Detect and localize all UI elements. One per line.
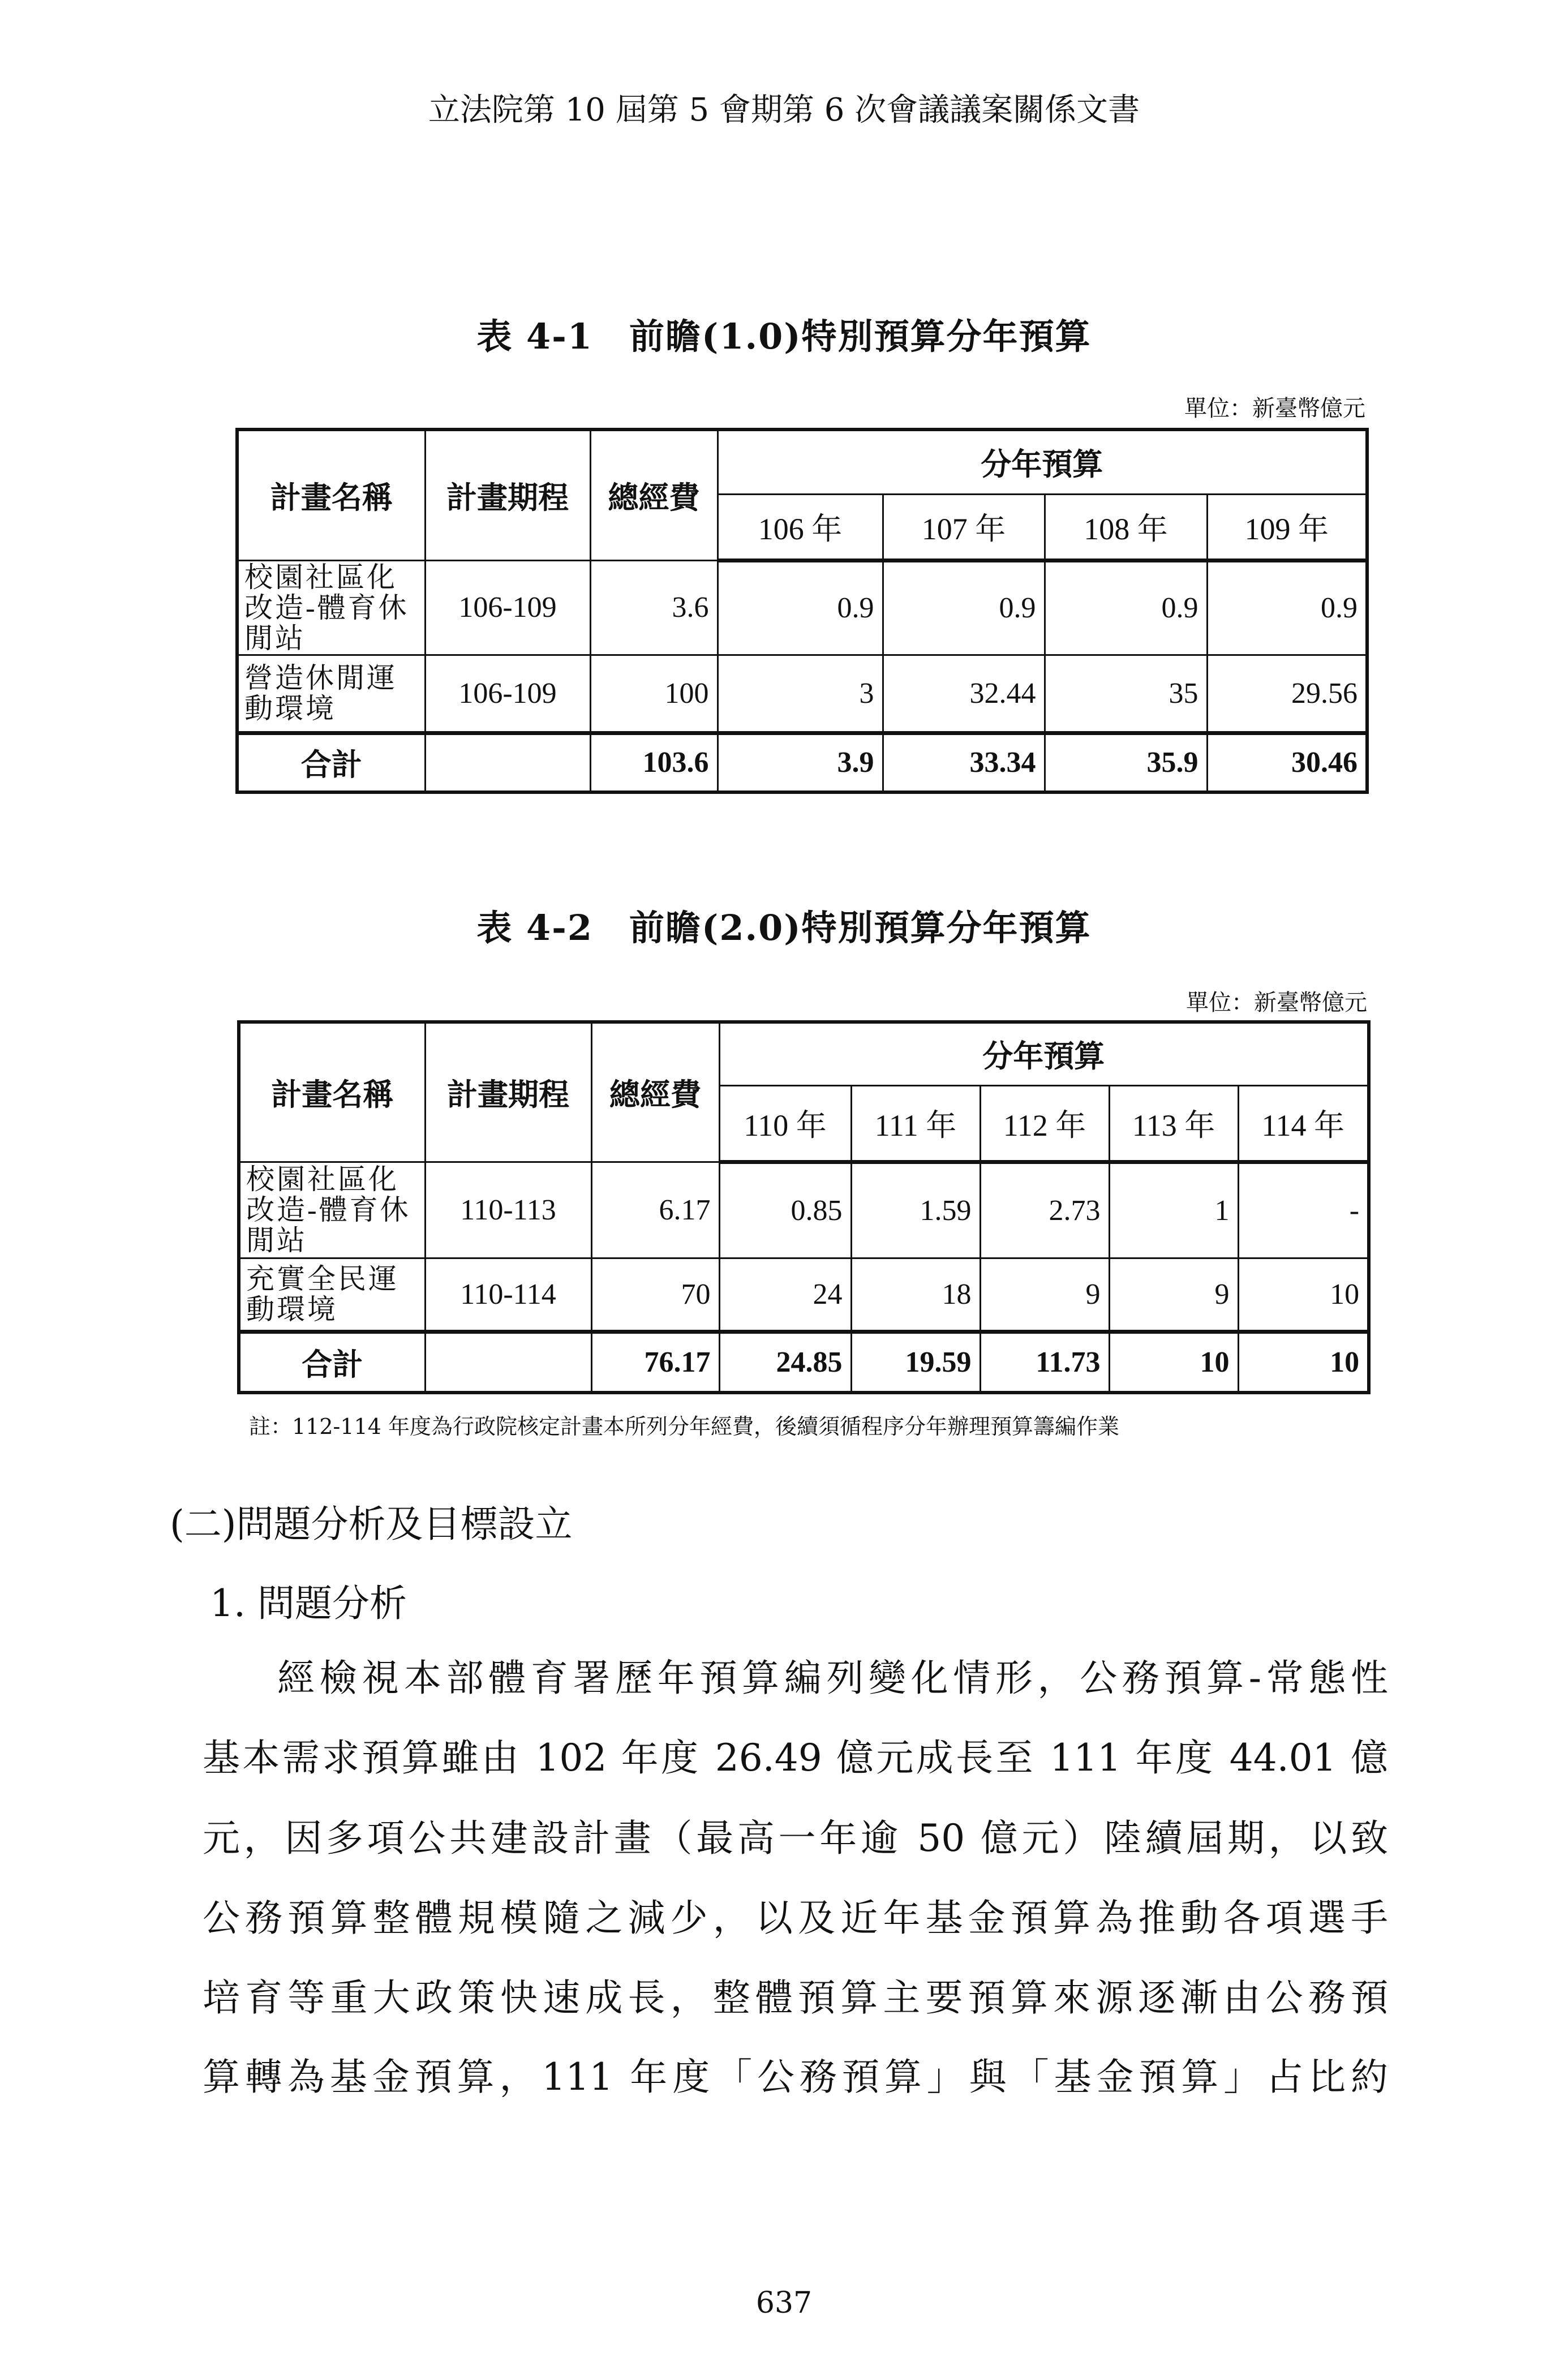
year-header: 112 年 [980, 1085, 1109, 1162]
row-value: 1 [1109, 1162, 1238, 1258]
total-label: 合計 [239, 1331, 425, 1393]
total-value: 30.46 [1207, 733, 1367, 792]
total-value: 11.73 [980, 1331, 1109, 1393]
table2-title: 表 4-2 前瞻(2.0)特別預算分年預算 [476, 907, 1092, 948]
year-header: 111 年 [851, 1085, 980, 1162]
table-row [239, 1258, 1369, 1331]
table2-unit: 單位：新臺幣億元 [1186, 990, 1367, 1016]
table1 [235, 428, 1369, 794]
year-header: 106 年 [718, 494, 883, 560]
year-header: 114 年 [1238, 1085, 1369, 1162]
paragraph-line: 元，因多項公共建設計畫（最高一年逾 50 億元）陸續屆期，以致 [203, 1816, 1388, 1860]
total-row [239, 1331, 1369, 1393]
row-value: 32.44 [883, 655, 1045, 733]
row-total: 70 [591, 1258, 719, 1331]
total-value: 33.34 [883, 733, 1045, 792]
table1-title: 表 4-1 前瞻(1.0)特別預算分年預算 [476, 316, 1092, 357]
row-period: 106-109 [425, 560, 590, 655]
header-total: 總經費 [590, 429, 718, 560]
row-total: 100 [590, 655, 718, 733]
table-row [237, 560, 1367, 655]
table2 [237, 1020, 1371, 1394]
total-value: 10 [1109, 1331, 1238, 1393]
row-name: 校園社區化改造-體育休閒站 [239, 1162, 425, 1258]
table-row [237, 655, 1367, 733]
page-number: 637 [755, 2286, 813, 2320]
row-value: - [1238, 1162, 1369, 1258]
total-row [237, 733, 1367, 792]
total-period [425, 733, 590, 792]
header-total: 總經費 [591, 1022, 719, 1162]
row-name: 營造休閒運動環境 [237, 655, 425, 733]
paragraph-line: 培育等重大政策快速成長，整體預算主要預算來源逐漸由公務預 [203, 1976, 1388, 2020]
row-value: 29.56 [1207, 655, 1367, 733]
row-value: 10 [1238, 1258, 1369, 1331]
header-annual: 分年預算 [718, 429, 1367, 494]
subsection-heading: 1. 問題分析 [210, 1582, 407, 1625]
header-period: 計畫期程 [425, 1022, 591, 1162]
row-name: 充實全民運動環境 [239, 1258, 425, 1331]
header-period: 計畫期程 [425, 429, 590, 560]
total-value: 19.59 [851, 1331, 980, 1393]
row-period: 110-113 [425, 1162, 591, 1258]
row-value: 0.85 [719, 1162, 851, 1258]
header-annual: 分年預算 [719, 1022, 1369, 1085]
total-value: 10 [1238, 1331, 1369, 1393]
year-header: 108 年 [1045, 494, 1207, 560]
row-value: 9 [1109, 1258, 1238, 1331]
row-total: 6.17 [591, 1162, 719, 1258]
year-header: 107 年 [883, 494, 1045, 560]
row-value: 35 [1045, 655, 1207, 733]
document-header: 立法院第 10 屆第 5 會期第 6 次會議議案關係文書 [428, 92, 1140, 128]
year-header: 110 年 [719, 1085, 851, 1162]
paragraph-line: 基本需求預算雖由 102 年度 26.49 億元成長至 111 年度 44.01 億 [203, 1736, 1388, 1780]
total-total: 76.17 [591, 1331, 719, 1393]
table1-unit: 單位：新臺幣億元 [1184, 396, 1365, 422]
row-value: 3 [718, 655, 883, 733]
table-row [239, 1162, 1369, 1258]
header-name: 計畫名稱 [237, 429, 425, 560]
paragraph-line: 經檢視本部體育署歷年預算編列變化情形，公務預算-常態性 [277, 1656, 1388, 1700]
row-total: 3.6 [590, 560, 718, 655]
paragraph-line: 算轉為基金預算，111 年度「公務預算」與「基金預算」占比約 [203, 2055, 1388, 2099]
section-heading: (二)問題分析及目標設立 [170, 1502, 573, 1546]
row-value: 0.9 [718, 560, 883, 655]
total-label: 合計 [237, 733, 425, 792]
row-value: 0.9 [1045, 560, 1207, 655]
total-total: 103.6 [590, 733, 718, 792]
row-value: 1.59 [851, 1162, 980, 1258]
row-value: 2.73 [980, 1162, 1109, 1258]
row-name: 校園社區化改造-體育休閒站 [237, 560, 425, 655]
row-value: 18 [851, 1258, 980, 1331]
row-period: 106-109 [425, 655, 590, 733]
total-value: 24.85 [719, 1331, 851, 1393]
row-value: 24 [719, 1258, 851, 1331]
row-value: 9 [980, 1258, 1109, 1331]
year-header: 113 年 [1109, 1085, 1238, 1162]
total-value: 3.9 [718, 733, 883, 792]
paragraph-line: 公務預算整體規模隨之減少，以及近年基金預算為推動各項選手 [203, 1896, 1388, 1940]
table2-note: 註：112-114 年度為行政院核定計畫本所列分年經費，後續須循程序分年辦理預算籌編作業 [249, 1414, 1119, 1439]
header-name: 計畫名稱 [239, 1022, 425, 1162]
row-value: 0.9 [883, 560, 1045, 655]
row-period: 110-114 [425, 1258, 591, 1331]
total-value: 35.9 [1045, 733, 1207, 792]
row-value: 0.9 [1207, 560, 1367, 655]
year-header: 109 年 [1207, 494, 1367, 560]
total-period [425, 1331, 591, 1393]
